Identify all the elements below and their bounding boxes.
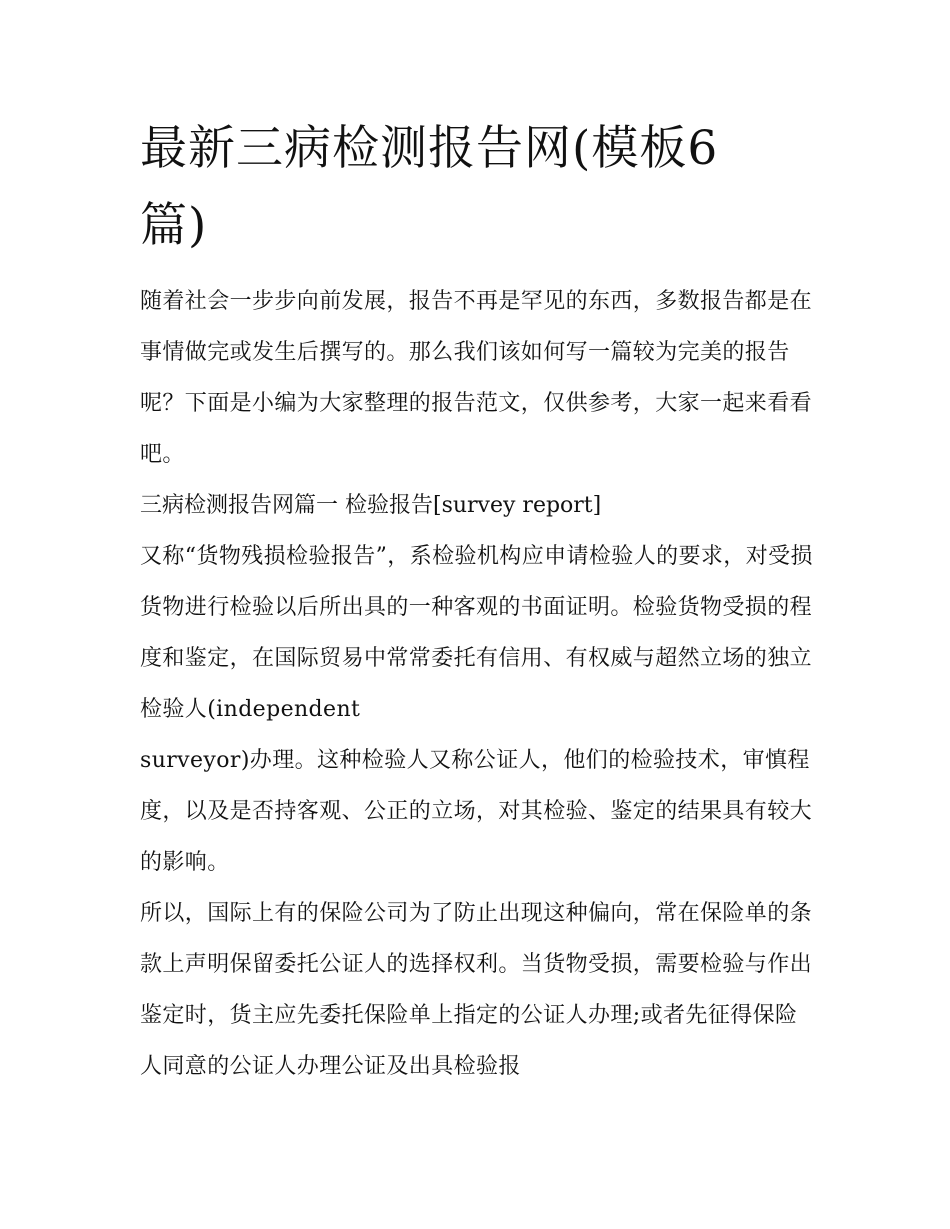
intro-paragraph: 随着社会一步步向前发展，报告不再是罕见的东西，多数报告都是在事情做完或发生后撰写的。那么我们该如何写一篇较为完美的报告呢？下面是小编为大家整理的报告范文，仅供参考，大家一起来看看吧。 [140, 289, 813, 467]
body-paragraph-1b: surveyor)办理。这种检验人又称公证人，他们的检验技术，审慎程度，以及是否持客观、公正的立场，对其检验、鉴定的结果具有较大的影响。 [140, 748, 813, 875]
document-page [140, 110, 815, 1092]
section-heading: 三病检测报告网篇一 检验报告[survey report] [140, 493, 602, 518]
body-paragraph-1a: 又称“货物残损检验报告”，系检验机构应申请检验人的要求，对受损货物进行检验以后所出具的一种客观的书面证明。检验货物受损的程度和鉴定，在国际贸易中常常委托有信用、有权威与超然立场的独立检验人(independent [140, 544, 813, 722]
body-paragraph-2: 所以，国际上有的保险公司为了防止出现这种偏向，常在保险单的条款上声明保留委托公证人的选择权利。当货物受损，需要检验与作出鉴定时，货主应先委托保险单上指定的公证人办理;或者先征得保险人同意的公证人办理公证及出具检验报 [140, 901, 813, 1079]
document-title: 最新三病检测报告网(模板6篇) [140, 121, 719, 253]
